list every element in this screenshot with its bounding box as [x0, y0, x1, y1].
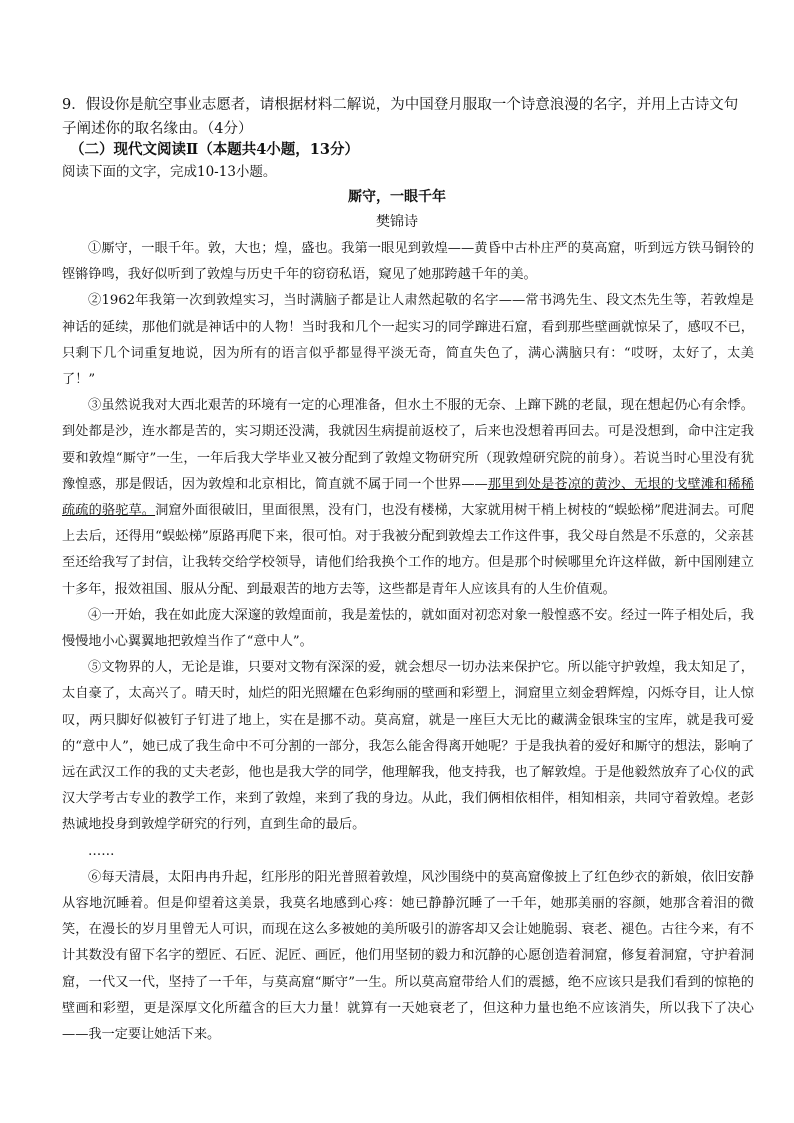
paragraph-1: ①厮守，一眼千年。敦，大也；煌，盛也。我第一眼见到敦煌——黄昏中古朴庄严的莫高窟，听到远方铁马铜铃的铿锵铮鸣，我好似听到了敦煌与历史千年的窃窃私语，窥见了她那跨越千年的美。: [62, 241, 754, 283]
section-title: （二）现代文阅读Ⅱ（本题共4小题，13分）: [70, 141, 359, 158]
underlined-sentence: 那里到处是苍凉的黄沙、无垠的戈壁滩和稀稀疏疏的骆驼草。: [62, 476, 754, 519]
paragraph-2: ②1962年我第一次到敦煌实习，当时满脑子都是让人肃然起敬的名字——常书鸿先生、段文杰先生等，若敦煌是神话的延续，那他们就是神话中的人物！当时我和几个一起实习的同学蹿进石窟，看到那些壁画就惊呆了，感叹不已，只剩下几个词重复地说，因为所有的语言似乎都显得平淡无奇，简直失色了，满心满脑只有：“哎呀，太好了，太美了！”: [62, 293, 754, 388]
paragraph-5: ⑤文物界的人，无论是谁，只要对文物有深深的爱，就会想尽一切办法来保护它。所以能守护敦煌，我太知足了，太自豪了，太高兴了。晴天时，灿烂的阳光照耀在色彩绚丽的壁画和彩塑上，洞窟里立刻金碧辉煌，闪烁夺目，让人惊叹，两只脚好似被钉子钉进了地上，实在是挪不动。莫高窟，就是一座巨大无比的藏满金银珠宝的宝库，就是我可爱的“意中人”，她已成了我生命中不可分割的一部分，我怎么能舍得离开她呢？于是我执着的爱好和厮守的想法，影响了远在武汉工作的我的丈夫老彭，他也是我大学的同学，他理解我，他支持我，也了解敦煌。于是他毅然放弃了心仪的武汉大学考古专业的教学工作，来到了敦煌，来到了我的身边。从此，我们俩相依相伴，相知相亲，共同守着敦煌。老彭热诚地投身到敦煌学研究的行列，直到生命的最后。: [62, 660, 754, 833]
article-author: 樊锦诗: [376, 214, 418, 230]
paragraph-6: ⑥每天清晨，太阳冉冉升起，红彤彤的阳光普照着敦煌，风沙围绕中的莫高窟像披上了红色纱衣的新娘，依旧安静从容地沉睡着。但是仰望着这美景，我莫名地感到心疼：她已静静沉睡了一千年，她那美丽的容颜，她那含着泪的微笑，在漫长的岁月里曾无人可识，而现在这么多被她的美所吸引的游客却又会让她脆弱、衰老、褪色。古往今来，有不计其数没有留下名字的塑匠、石匠、泥匠、画匠，他们用坚韧的毅力和沉静的心愿创造着洞窟，修复着洞窟，守护着洞窟，一代又一代，坚持了一千年，与莫高窟“厮守”一生。所以莫高窟带给人们的震撼，绝不应该只是我们看到的惊艳的壁画和彩塑，更是深厚文化所蕴含的巨大力量！就算有一天她衰老了，但这种力量也绝不应该消失，所以我下了决心——我一定要让她活下来。: [62, 869, 754, 1043]
paragraph-3-part-a: ③虽然说我对大西北艰苦的环境有一定的心理准备，但水土不服的无奈、上蹿下跳的老鼠，现在想起仍心有余悸。到处都是沙，连水都是苦的，实习期还没满，我就因生病提前返校了，后来也没想着再回去。可是没想到，命中注定我要和敦煌“厮守”一生，一年后我大学毕业又被分配到了敦煌文物研究所（现敦煌研究院的前身）。若说当时心里没有犹豫惶惑，那是假话，因为敦煌和北京相比，简直就不属于同一个世界——: [62, 398, 754, 492]
paragraph-4: ④一开始，我在如此庞大深邃的敦煌面前，我是羞怯的，就如面对初恋对象一般惶惑不安。经过一阵子相处后，我慢慢地小心翼翼地把敦煌当作了“意中人”。: [62, 607, 754, 650]
paragraph-3: [62, 393, 754, 603]
question-9: 9．假设你是航空事业志愿者，请根据材料二解说，为中国登月服取一个诗意浪漫的名字，并用上古诗文句子阐述你的取名缘由。（4分）: [62, 97, 739, 137]
paragraph-3-part-b: 洞窟外面很破旧，里面很黑，没有门，也没有楼梯，大家就用树干梢上树枝的“蜈蚣梯”爬进洞去。可爬上去后，还得用“蜈蚣梯”原路再爬下来，很可怕。对于我被分配到敦煌去工作这件事，我父母自然是不乐意的，父亲甚至还给我写了封信，让我转交给学校领导，请他们给我换个工作的地方。但是那个时候哪里允许这样做，新中国刚建立十多年，报效祖国、服从分配、到最艰苦的地方去等，这些都是青年人应该具有的人生价值观。: [62, 503, 755, 597]
article-body: [62, 236, 754, 1048]
article-title: 厮守，一眼千年: [348, 189, 446, 205]
ellipsis: ……: [88, 843, 115, 859]
reading-instruction: 阅读下面的文字，完成10-13小题。: [62, 164, 277, 180]
